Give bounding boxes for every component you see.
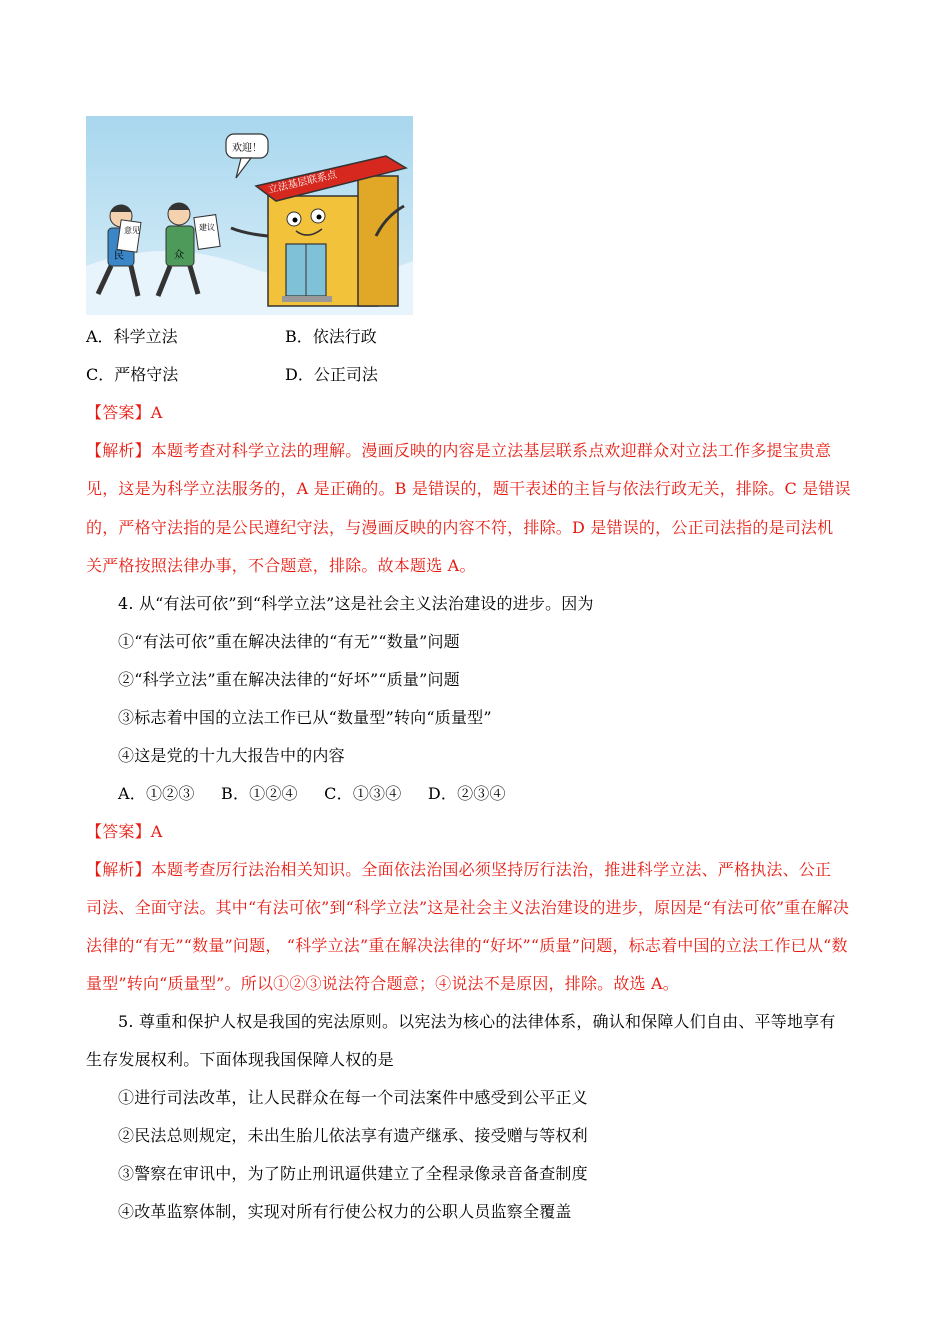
q3-option-b-text: 依法行政: [312, 327, 377, 346]
q3-analysis-line: 关严格按照法律办事，不合题意，排除。故本题选 A。: [86, 556, 476, 575]
sign-yijian: 意见: [124, 226, 140, 235]
q4-stem: 4. 从“有法可依”到“科学立法”这是社会主义法治建设的进步。因为: [118, 594, 594, 613]
building-sign: 立法基层联系点: [267, 169, 338, 196]
q4-analysis-line: 司法、全面守法。其中“有法可依”到“科学立法”这是社会主义法治建设的进步，原因是“有法可依”重在解决: [86, 898, 850, 917]
q3-option-b-letter: B．: [285, 327, 313, 346]
q4-analysis-line: 法律的“有无”“数量”问题， “科学立法”重在解决法律的“好坏”“质量”问题，标志着中国的立法工作已从“数: [86, 936, 848, 955]
person-min-label: 民: [114, 251, 124, 262]
person-zhong-label: 众: [174, 250, 184, 261]
q3-analysis-line: 【解析】本题考查对科学立法的理解。漫画反映的内容是立法基层联系点欢迎群众对立法工作多提宝贵意: [86, 441, 832, 460]
q3-analysis-line: 的，严格守法指的是公民遵纪守法，与漫画反映的内容不符，排除。D 是错误的，公正司法指的是司法机: [86, 518, 834, 537]
q3-option-d-text: 公正司法: [313, 365, 378, 384]
legislation-cartoon: [86, 116, 413, 315]
q3-option-c: [86, 365, 178, 385]
q3-analysis-line: 见，这是为科学立法服务的，A 是正确的。B 是错误的，题干表述的主旨与依法行政无关，排除。C 是错误: [86, 479, 851, 498]
q3-option-b: [285, 327, 377, 347]
q5-item: ③警察在审讯中，为了防止刑讯逼供建立了全程录像录音备查制度: [118, 1164, 588, 1183]
q3-option-c-text: 严格守法: [114, 365, 179, 384]
q4-item: ①“有法可依”重在解决法律的“有无”“数量”问题: [118, 632, 460, 651]
q3-answer: 【答案】A: [86, 403, 163, 422]
q4-answer: 【答案】A: [86, 822, 163, 841]
q3-option-c-letter: C．: [86, 365, 115, 384]
q3-option-a-text: 科学立法: [113, 327, 178, 346]
q4-item: ②“科学立法”重在解决法律的“好坏”“质量”问题: [118, 670, 460, 689]
speech-text: 欢迎！: [232, 143, 262, 154]
q5-item: ①进行司法改革，让人民群众在每一个司法案件中感受到公平正义: [118, 1088, 588, 1107]
q4-item: ③标志着中国的立法工作已从“数量型”转向“质量型”: [118, 708, 492, 727]
q5-item: ②民法总则规定，未出生胎儿依法享有遗产继承、接受赠与等权利: [118, 1126, 588, 1145]
q3-option-a-letter: A．: [86, 327, 114, 346]
q5-stem-continued: 生存发展权利。下面体现我国保障人权的是: [86, 1050, 394, 1069]
q4-item: ④这是党的十九大报告中的内容: [118, 746, 345, 765]
q5-item: ④改革监察体制，实现对所有行使公权力的公职人员监察全覆盖: [118, 1202, 572, 1221]
q4-options: A．①②③ B．①②④ C．①③④ D．②③④: [118, 784, 506, 803]
q4-analysis-line: 【解析】本题考查厉行法治相关知识。全面依法治国必须坚持厉行法治，推进科学立法、严格执法、公正: [86, 860, 832, 879]
q4-analysis-line: 量型”转向“质量型”。所以①②③说法符合题意；④说法不是原因，排除。故选 A。: [86, 974, 679, 993]
q3-option-d-letter: D．: [285, 365, 314, 384]
q5-stem: 5. 尊重和保护人权是我国的宪法原则。以宪法为核心的法律体系，确认和保障人们自由、平等地享有: [118, 1012, 836, 1031]
q3-option-d: [285, 365, 378, 385]
sign-jianyi: 建议: [199, 223, 215, 232]
q3-option-a: [86, 327, 178, 347]
